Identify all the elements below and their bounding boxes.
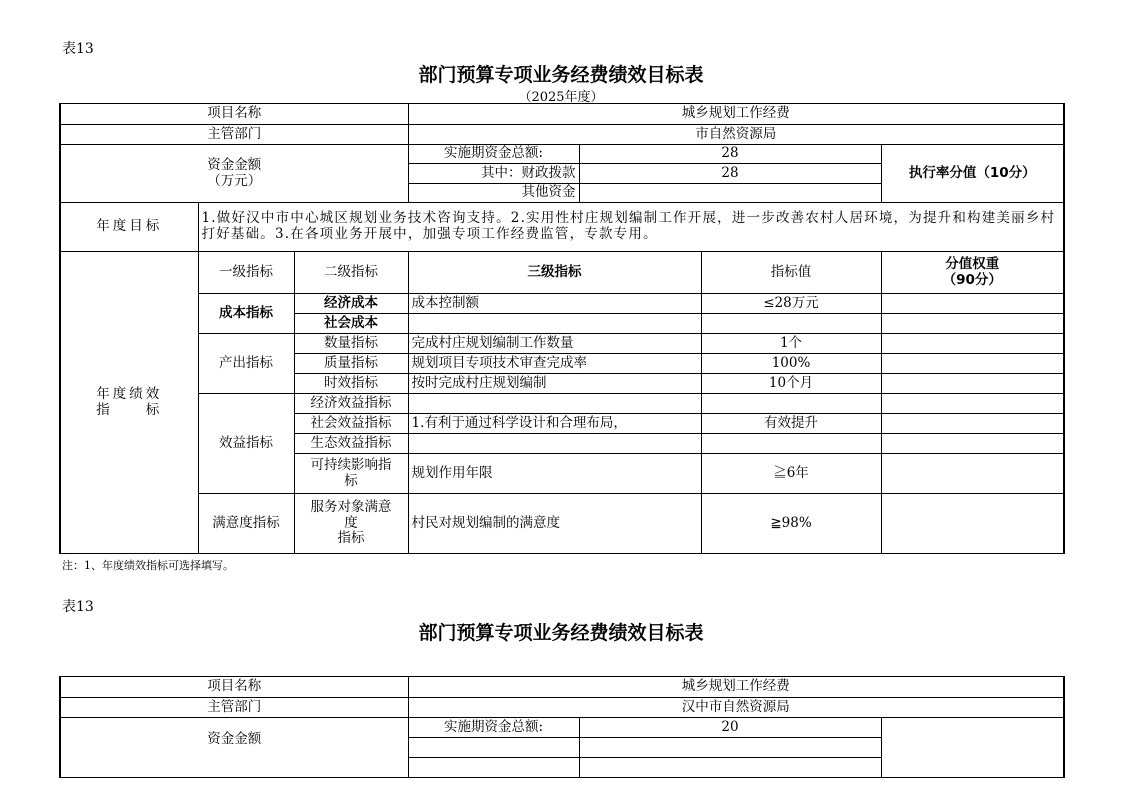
empty-cell [408,394,701,414]
empty-cell [579,758,881,778]
empty-cell [408,758,579,778]
satisfaction-value: ≧98% [701,494,881,554]
sustain-impact: 可持续影响指 标 [294,454,408,494]
output-indicator: 产出指标 [198,334,294,394]
output-l2: 数量指标 [294,334,408,354]
output-l2: 时效指标 [294,374,408,394]
empty-cell [701,394,881,414]
weight-cell [881,314,1064,334]
performance-table [59,103,1065,554]
weight-cell [881,374,1064,394]
table-number: 表13 [62,41,94,57]
project-name-value: 城乡规划工作经费 [408,677,1064,698]
cost-control-amount: 成本控制额 [408,294,701,314]
fund-amount-label: 资金金额 [60,718,408,778]
annual-goal-text: 1.做好汉中市中心城区规划业务技术咨询支持。2.实用性村庄规划编制工作开展，进一步改善农村人居环境，为提升和构建美丽乡村打好基础。3.在各项业务开展中，加强专项工作经费监管，专款专用。 [198,203,1064,252]
output-l3: 按时完成村庄规划编制 [408,374,701,394]
header-value: 指标值 [701,252,881,294]
econ-benefit: 经济效益指标 [294,394,408,414]
social-benefit-value: 有效提升 [701,414,881,434]
weight-cell [881,434,1064,454]
total-fund-value: 28 [579,145,881,164]
annual-goal-label: 年度目标 [60,203,198,252]
output-l3: 规划项目专项技术审查完成率 [408,354,701,374]
weight-cell [881,414,1064,434]
total-fund-label: 实施期资金总额: [408,718,579,738]
year-label: （2025年度） [518,90,604,105]
dept-value: 汉中市自然资源局 [408,698,1064,718]
cost-indicator: 成本指标 [198,294,294,334]
eco-benefit: 生态效益指标 [294,434,408,454]
table2-clip [59,676,1065,747]
empty-cell [408,434,701,454]
header-level2: 二级指标 [294,252,408,294]
satisfaction-l3: 村民对规划编制的满意度 [408,494,701,554]
header-weight: 分值权重 （90分） [881,252,1064,294]
weight-cell [881,334,1064,354]
project-name-label: 项目名称 [60,677,408,698]
satisfaction-indicator: 满意度指标 [198,494,294,554]
dept-label: 主管部门 [60,698,408,718]
weight-cell [881,294,1064,314]
table-number: 表13 [62,599,94,615]
social-benefit: 社会效益指标 [294,414,408,434]
page-title-2: 部门预算专项业务经费绩效目标表 [418,622,704,644]
social-benefit-l3: 1.有利于通过科学设计和合理布局， [408,414,701,434]
weight-cell [881,394,1064,414]
annual-perf-label: 年度绩效 指 标 [60,252,198,554]
fund-amount-label: 资金金额 （万元） [60,145,408,203]
output-l3: 完成村庄规划编制工作数量 [408,334,701,354]
dept-value: 市自然资源局 [408,125,1064,145]
empty-cell [579,738,881,758]
empty-cell [701,314,881,334]
weight-cell [881,354,1064,374]
weight-cell [881,494,1064,554]
econ-cost: 经济成本 [294,294,408,314]
total-fund-label: 实施期资金总额: [408,145,579,164]
other-fund-label: 其他资金 [408,184,579,203]
social-cost: 社会成本 [294,314,408,334]
benefit-indicator: 效益指标 [198,394,294,494]
performance-table-2 [59,676,1065,778]
fiscal-fund-value: 28 [579,164,881,184]
page-title: 部门预算专项业务经费绩效目标表 [418,64,704,86]
output-value: 1个 [701,334,881,354]
output-value: 100% [701,354,881,374]
cost-control-value: ≤28万元 [701,294,881,314]
header-level1: 一级指标 [198,252,294,294]
weight-cell [881,454,1064,494]
empty-cell [408,314,701,334]
output-l2: 质量指标 [294,354,408,374]
satisfaction-l2: 服务对象满意 度 指标 [294,494,408,554]
other-fund-value [579,184,881,203]
exec-rate-score [881,718,1064,778]
empty-cell [408,738,579,758]
fiscal-fund-label: 其中：财政拨款 [408,164,579,184]
dept-label: 主管部门 [60,125,408,145]
footnote: 注：1、年度绩效指标可选择填写。 [62,559,234,572]
empty-cell [701,434,881,454]
output-value: 10个月 [701,374,881,394]
sustain-value: ≧6年 [701,454,881,494]
project-name-value: 城乡规划工作经费 [408,104,1064,125]
header-level3: 三级指标 [408,252,701,294]
sustain-l3: 规划作用年限 [408,454,701,494]
exec-rate-score: 执行率分值（10分） [881,145,1064,203]
total-fund-value: 20 [579,718,881,738]
project-name-label: 项目名称 [60,104,408,125]
